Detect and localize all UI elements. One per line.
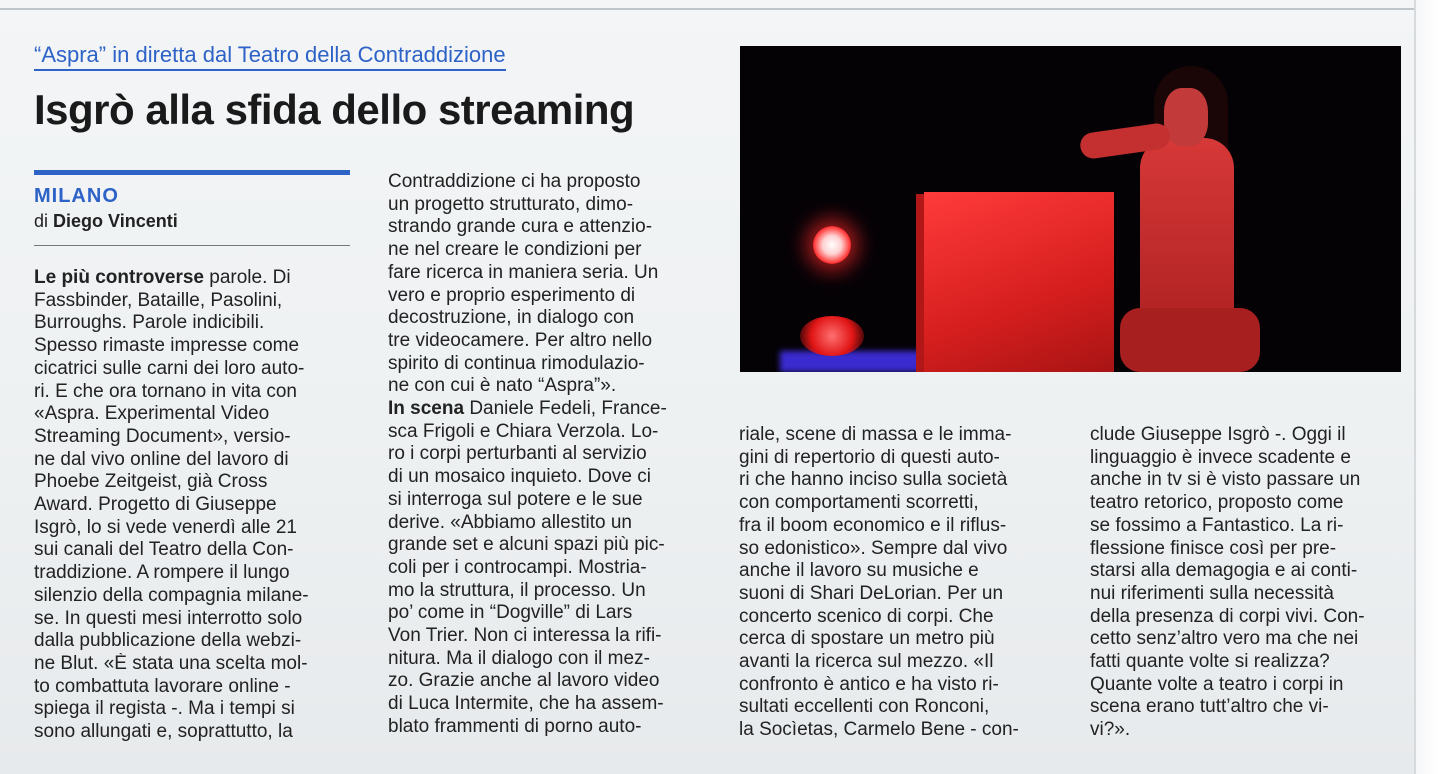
column-line: sono allungati e, soprattutto, la — [34, 721, 293, 743]
stage-photo — [740, 46, 1401, 372]
column-line: gini di repertorio di questi auto- — [739, 446, 1000, 468]
column-line: teatro retorico, proposto come — [1090, 492, 1344, 514]
column-line: la Socìetas, Carmelo Bene - con- — [739, 719, 1019, 741]
article-column-2 — [388, 171, 704, 739]
column-line: po’ come in “Dogville” di Lars — [388, 602, 633, 624]
column-line: blato frammenti di porno auto- — [388, 715, 642, 737]
column-line: so edonistico». Sempre dal vivo — [739, 537, 1008, 559]
spotlight-reflection — [800, 316, 864, 356]
column-line: mo la struttura, il processo. Un — [388, 579, 646, 601]
column-line: flessione finisce così per pre- — [1090, 537, 1337, 559]
column-line: fatti quante volte si realizza? — [1090, 651, 1330, 673]
column-line: vi?». — [1090, 719, 1131, 741]
column-line: linguaggio è invece scadente e — [1090, 446, 1351, 468]
column-line: vero e proprio esperimento di — [388, 284, 636, 306]
column-line: traddizione. A rompere il lungo — [34, 562, 290, 584]
column-line: ri che hanno inciso sulla società — [739, 469, 1008, 491]
column-line: starsi alla demagogia e ai conti- — [1090, 560, 1358, 582]
column-line: grande set e alcuni spazi più pic- — [388, 534, 665, 556]
column-line: ne con cui è nato “Aspra”». — [388, 375, 617, 397]
byline-rule — [34, 170, 350, 175]
column-line: concerto scenico di corpi. Che — [739, 605, 994, 627]
article-column-3 — [739, 424, 1055, 742]
column-line: anche il lavoro su musiche e — [739, 560, 979, 582]
column-line: Burroughs. Parole indicibili. — [34, 312, 265, 334]
column-line: Award. Progetto di Giuseppe — [34, 494, 277, 516]
column-line: zo. Grazie anche al lavoro video — [388, 670, 660, 692]
column-line: si interroga sul potere e le sue — [388, 488, 643, 510]
column-line: se fossimo a Fantastico. La ri- — [1090, 514, 1344, 536]
column-line: ne nel creare le condizioni per — [388, 239, 642, 261]
column-line: anche in tv si è visto passare un — [1090, 469, 1361, 491]
kicker: “Aspra” in diretta dal Teatro della Contraddizione — [34, 42, 506, 71]
headline: Isgrò alla sfida dello streaming — [34, 86, 635, 133]
column-line: un progetto strutturato, dimo- — [388, 193, 634, 215]
column-line: fra il boom economico e il riflus- — [739, 514, 1007, 536]
column-line: nitura. Ma il dialogo con il mez- — [388, 647, 650, 669]
performer-figure — [1080, 58, 1280, 372]
column-line: Le più controverse parole. Di — [34, 267, 291, 288]
section-lead-in: In scena — [388, 398, 465, 420]
column-line: Phoebe Zeitgeist, già Cross — [34, 471, 268, 493]
byline-divider — [34, 245, 350, 246]
column-line: scena erano tutt’altro che vi- — [1090, 696, 1329, 718]
column-line: coli per i controcampi. Mostria- — [388, 556, 647, 578]
author-byline — [34, 211, 178, 232]
column-line: spirito di continua rimodulazio- — [388, 352, 645, 374]
column-line: silenzio della compagnia milane- — [34, 584, 309, 606]
column-line: di un mosaico inquieto. Dove ci — [388, 466, 651, 488]
column-line: Streaming Document», versio- — [34, 425, 291, 447]
column-line: to combattuta lavorare online - — [34, 675, 291, 697]
column-line: ri. E che ora tornano in vita con — [34, 380, 297, 402]
column-line: decostruzione, in dialogo con — [388, 307, 635, 329]
column-line: Isgrò, lo si vede venerdì alle 21 — [34, 516, 297, 538]
column-line: di Luca Intermite, che ha assem- — [388, 693, 664, 715]
column-line: clude Giuseppe Isgrò -. Oggi il — [1090, 424, 1346, 445]
column-line: ne Blut. «È stata una scelta mol- — [34, 652, 308, 674]
column-line: ro i corpi perturbanti al servizio — [388, 443, 647, 465]
column-line: Von Trier. Non ci interessa la rifi- — [388, 625, 662, 647]
column-line: confronto è antico e ha visto ri- — [739, 673, 999, 695]
page-edge — [1414, 0, 1440, 774]
column-line: cerca di spostare un metro più — [739, 628, 995, 650]
column-line: cetto senz’altro vero ma che nei — [1090, 628, 1359, 650]
top-rule — [0, 8, 1420, 10]
article-column-4 — [1090, 424, 1406, 742]
column-line: derive. «Abbiamo allestito un — [388, 511, 632, 533]
column-line: fare ricerca in maniera seria. Un — [388, 261, 659, 283]
column-line: spiega il regista -. Ma i tempi si — [34, 698, 295, 720]
dateline-city: MILANO — [34, 185, 119, 207]
article-column-1 — [34, 267, 350, 744]
author-name: Diego Vincenti — [53, 211, 178, 231]
performer-legs — [1120, 308, 1260, 372]
column-line: Fassbinder, Bataille, Pasolini, — [34, 289, 283, 311]
column-line: Quante volte a teatro i corpi in — [1090, 673, 1344, 695]
column-line: «Aspra. Experimental Video — [34, 403, 270, 425]
column-line: suoni di Shari DeLorian. Per un — [739, 582, 1004, 604]
column-line: nui riferimenti sulla necessità — [1090, 582, 1334, 604]
column-line: Contraddizione ci ha proposto — [388, 171, 641, 192]
performer-torso — [1140, 138, 1234, 328]
lead-in: Le più controverse — [34, 267, 204, 288]
column-line: sui canali del Teatro della Con- — [34, 539, 294, 561]
column-line: strando grande cura e attenzio- — [388, 216, 653, 238]
performer-face — [1164, 88, 1208, 146]
column-line: sultati eccellenti con Ronconi, — [739, 696, 990, 718]
column-line: dalla pubblicazione della webzi- — [34, 630, 302, 652]
column-line: riale, scene di massa e le imma- — [739, 424, 1012, 445]
column-line: tre videocamere. Per altro nello — [388, 329, 653, 351]
spotlight — [813, 226, 851, 264]
author-prefix: di — [34, 211, 49, 231]
column-line: sca Frigoli e Chiara Verzola. Lo- — [388, 420, 659, 442]
column-line: ne dal vivo online del lavoro di — [34, 448, 289, 470]
column-line: Spesso rimaste impresse come — [34, 335, 300, 357]
column-line: cicatrici sulle carni dei loro auto- — [34, 357, 305, 379]
column-line: se. In questi mesi interrotto solo — [34, 607, 303, 629]
column-line: con comportamenti scorretti, — [739, 492, 979, 514]
column-line: della presenza di corpi vivi. Con- — [1090, 605, 1365, 627]
column-line: avanti la ricerca sul mezzo. «Il — [739, 651, 994, 673]
column-line: In scena Daniele Fedeli, France- — [388, 398, 667, 420]
